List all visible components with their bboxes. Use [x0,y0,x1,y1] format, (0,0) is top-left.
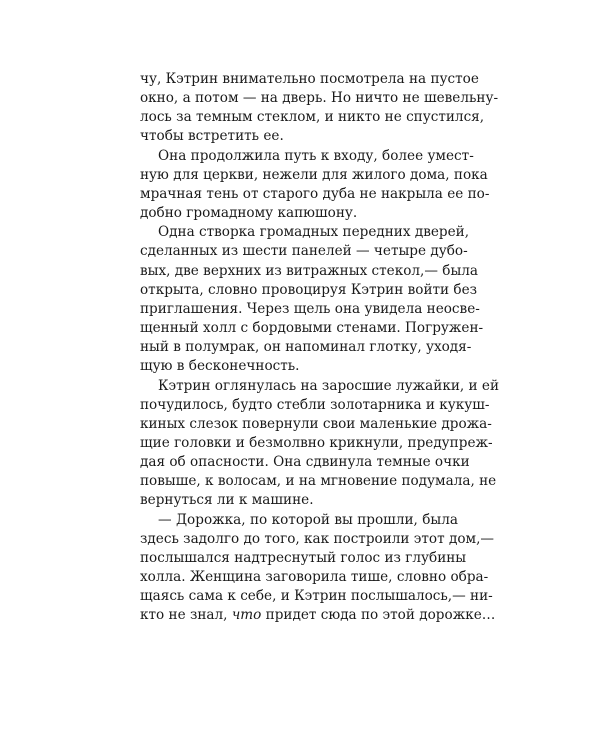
text-line: киных слезок повернули свои маленькие дрожа- [140,415,492,432]
text-line: вернуться ли к машине. [140,492,314,509]
page-text [140,70,500,626]
text-line: — Дорожка, по которой вы прошли, была [158,511,458,528]
text-line: здесь задолго до того, как построили этот дом,— [140,530,494,547]
text-line: добно громадному капюшону. [140,205,358,222]
paragraph-3 [140,223,484,376]
text-line: чу, Кэтрин внимательно посмотрела на пустое [140,71,479,87]
text-line: почудилось, будто стебли золотарника и кукуш- [140,396,490,413]
text-line: щаясь сама к себе, и Кэтрин послышалось,— ни- [140,588,493,605]
text-line: холла. Женщина заговорила тише, словно обра- [140,569,489,586]
text-line: открыта, словно провоцируя Кэтрин войти без [140,281,478,298]
paragraph-2 [140,147,490,224]
text-line: Кэтрин оглянулась на заросшие лужайки, и ей [158,377,500,394]
paragraph-4 [140,377,500,511]
text-line: повыше, к волосам, и на мгновение подумала, не [140,473,497,490]
text-line: послышался надтреснутый голос из глубины [140,549,467,566]
text-line: вых, две верхних из витражных стекол,— была [140,262,479,279]
text-line: дая об опасности. Она сдвинула темные очки [140,454,470,471]
text-line: щенный холл с бордовыми стенами. Погружен- [140,320,484,337]
text-line: Она продолжила путь к входу, более умест- [158,147,474,164]
text-line: окно, а потом — на дверь. Но ничто не шевельну- [140,90,499,107]
text-line: ный в полумрак, он напоминал глотку, уходя- [140,339,472,356]
final-line-emphasis: что [231,607,262,624]
text-line: приглашения. Через щель она увидела неосве- [140,300,480,317]
text-line: сделанных из шести панелей — четыре дубо- [140,243,468,260]
text-line: ную для церкви, нежели для жилого дома, пока [140,166,488,183]
text-line: лось за темным стеклом, и никто не спустился, [140,109,485,126]
paragraph-5 [140,511,496,626]
final-line-after: придет сюда по этой дорожке… [261,607,496,624]
text-line: щую в бесконечность. [140,358,300,375]
text-line: Одна створка громадных передних дверей, [158,224,470,241]
text-line-final [140,606,496,625]
final-line-before: кто не знал, [140,607,232,624]
text-line: мрачная тень от старого дуба не накрыла ее по- [140,185,490,202]
text-line: чтобы встретить ее. [140,128,284,145]
text-line: щие головки и безмолвно крикнули, предупреж- [140,434,493,451]
paragraph-1 [140,70,499,147]
